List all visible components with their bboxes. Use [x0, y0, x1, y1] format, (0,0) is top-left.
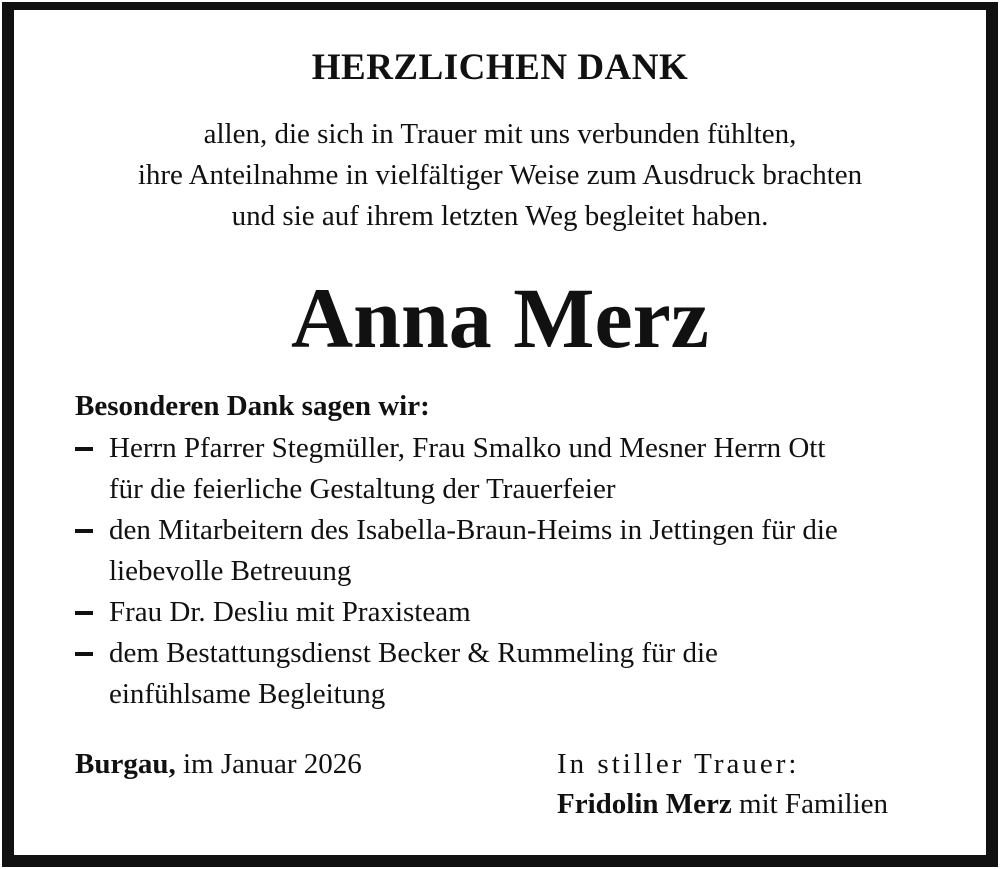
list-item	[75, 592, 955, 633]
mourning-signature	[557, 744, 888, 824]
signer	[557, 788, 888, 820]
list-item-line: den Mitarbeitern des Isabella-Braun-Heims in Jettingen für die	[109, 514, 838, 546]
list-item-line: einfühlsame Begleitung	[109, 678, 386, 710]
list-item-line: Herrn Pfarrer Stegmüller, Frau Smalko und Mesner Herrn Ott	[109, 432, 826, 464]
thanks-heading: Besonderen Dank sagen wir:	[75, 390, 430, 422]
signer-name: Fridolin Merz	[557, 788, 732, 820]
signer-suffix: mit Familien	[731, 788, 889, 820]
deceased-name: Anna Merz	[291, 270, 709, 366]
notice-heading: HERZLICHEN DANK	[311, 47, 689, 88]
list-item-line: dem Bestattungsdienst Becker & Rummeling für die	[109, 637, 718, 669]
list-item-line: für die feierliche Gestaltung der Trauerfeier	[109, 473, 616, 505]
intro-line: ihre Anteilnahme in vielfältiger Weise zum Ausdruck brachten	[137, 159, 863, 191]
mourning-label: In stiller Trauer:	[557, 748, 800, 780]
list-item-line: Frau Dr. Desliu mit Praxisteam	[109, 596, 471, 628]
intro-line: und sie auf ihrem letzten Weg begleitet haben.	[231, 200, 769, 232]
thanks-list	[75, 428, 955, 715]
dash-bullet-icon	[75, 652, 93, 656]
dash-bullet-icon	[75, 447, 93, 451]
list-item	[75, 510, 955, 592]
list-item	[75, 633, 955, 715]
list-item	[75, 428, 955, 510]
intro-text	[0, 114, 1000, 237]
place-date	[75, 744, 362, 784]
list-item-line: liebevolle Betreuung	[109, 555, 352, 587]
place-name: Burgau,	[75, 748, 176, 780]
intro-line: allen, die sich in Trauer mit uns verbunden fühlten,	[203, 118, 797, 150]
date-text: im Januar 2026	[175, 748, 362, 780]
dash-bullet-icon	[75, 611, 93, 615]
dash-bullet-icon	[75, 529, 93, 533]
